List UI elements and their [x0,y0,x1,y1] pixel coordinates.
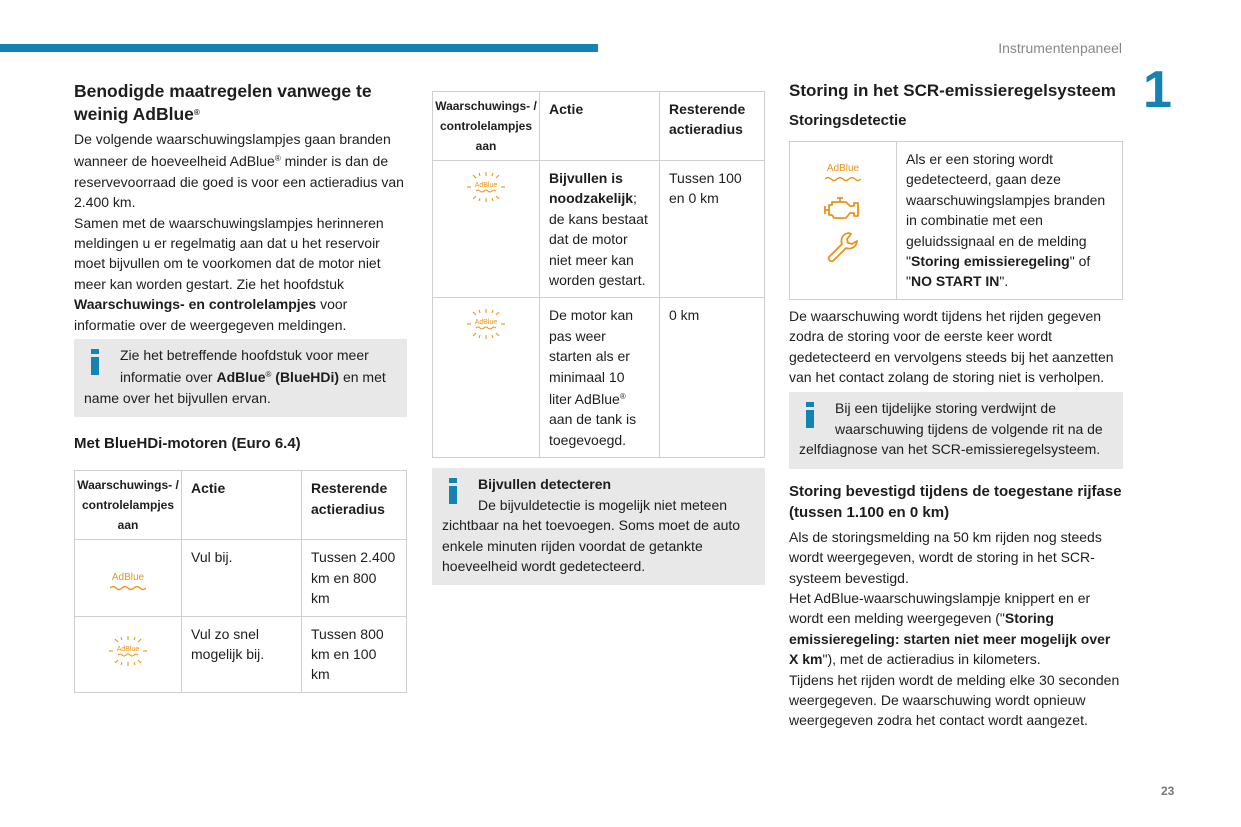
table-row [75,616,407,692]
page-number: 23 [1161,784,1175,798]
table-cell-range: Tussen 800 km en 100 km [302,616,407,692]
svg-text:AdBlue: AdBlue [474,319,498,327]
paragraph-repeat: Tijdens het rijden wordt de melding elke 30 seconden weergegeven. De waarschuwing wordt opnieuw weergegeven zodra het contact wordt aangezet. [789,671,1120,729]
column-1 [74,80,407,693]
subheading-fault-confirmed: Storing bevestigd tijdens de toegestane rijfase (tussen 1.100 en 0 km) [789,482,1122,521]
table-cell-action: Vul bij. [182,540,302,616]
warning-table-1 [74,470,407,692]
engine-icon [824,194,862,222]
table-cell-range: Tussen 100 en 0 km [660,161,765,298]
svg-text:AdBlue: AdBlue [474,182,498,189]
paragraph-blink: Het AdBlue-waarschuwingslampje knippert en er wordt een melding weergegeven ("Storing emissieregeling: starten niet meer mogelijk over X km"), met de actieradius in kilometers. [789,589,1111,668]
chapter-number: 1 [1143,61,1172,119]
heading-adblue-measures: Benodigde maatregelen vanwege te weinig AdBlue® [74,81,372,124]
paragraph-warning-when: De waarschuwing wordt tijdens het rijden gegeven zodra de storing voor de eerste keer wordt gedetecteerd en vervolgens steeds bij het aanzetten van het contact zolang de storing niet is verholpen. [789,307,1114,386]
adblue-flashing-icon [433,161,540,298]
table-header: Actie [540,92,660,161]
adblue-flashing-icon [433,298,540,458]
column-2 [432,91,765,585]
paragraph-confirmed: Als de storingsmelding na 50 km rijden nog steeds wordt weergegeven, wordt de storing in het SCR-systeem bevestigd. [789,528,1102,586]
heading-scr-fault: Storing in het SCR-emissieregelsysteem [789,81,1116,100]
wrench-icon [825,230,861,266]
adblue-flashing-icon [75,616,182,692]
info-box-refill: Bijvullen detecteren De bijvuldetectie is mogelijk niet meteen zichtbaar na het toevoegen. Soms moet de auto enkele minuten rijden voordat de getankte hoeveelheid wordt gedetecteerd. [432,468,765,585]
table-cell-range: Tussen 2.400 km en 800 km [302,540,407,616]
adblue-icon: AdBlue [75,540,182,616]
table-row [75,540,407,616]
fault-detection-box [789,141,1123,300]
table-row [433,298,765,458]
table-cell-action: De motor kan pas weer starten als er minimaal 10 liter AdBlue® aan de tank is toegevoegd. [540,298,660,458]
info-icon [88,349,110,375]
info-icon [446,478,468,504]
paragraph-1: De volgende waarschuwingslampjes gaan branden wanneer de hoeveelheid AdBlue® minder is dan de reservevoorraad die goed is voor een actieradius van 2.400 km. [74,131,404,211]
header-accent-bar [0,44,598,52]
table-header: Waarschuwings- / controlelampjes aan [75,471,182,540]
fault-detection-text: Als er een storing wordt gedetecteerd, gaan deze waarschuwingslampjes branden in combinatie met een geluidssignaal en de melding "Storing emissieregeling" of "NO START IN". [897,142,1123,300]
info-box: Zie het betreffende hoofdstuk voor meer informatie over AdBlue® (BlueHDi) en met name over het bijvullen ervan. [74,339,407,417]
table-cell-action: Bijvullen is noodzakelijk; de kans bestaat dat de motor niet meer kan worden gestart. [540,161,660,298]
table-cell-range: 0 km [660,298,765,458]
paragraph-2: Samen met de waarschuwingslampjes herinneren meldingen u er regelmatig aan dat u het reservoir moet bijvullen om te voorkomen dat de motor niet meer kan worden gestart. Zie het hoofdstuk Waarschuwings- en controlelampjes voor informatie over de weergegeven meldingen. [74,214,384,333]
section-title: Instrumentenpaneel [998,40,1122,56]
table-header: Actie [182,471,302,540]
warning-icons-cell [790,142,897,300]
info-box-temporary: Bij een tijdelijke storing verdwijnt de waarschuwing tijdens de volgende rit na de zelfdiagnose van het SCR-emissieregelsysteem. [789,392,1123,468]
column-3 [789,80,1123,731]
subheading-bluehdi: Met BlueHDi-motoren (Euro 6.4) [74,435,301,453]
table-header: Waarschuwings- / controlelampjes aan [433,92,540,161]
svg-text:AdBlue: AdBlue [116,646,140,654]
table-header: Resterende actieradius [302,471,407,540]
table-row [433,161,765,298]
table-cell-action: Vul zo snel mogelijk bij. [182,616,302,692]
table-header: Resterende actieradius [660,92,765,161]
warning-table-2 [432,91,765,458]
subheading-fault-detection: Storingsdetectie [789,112,907,129]
adblue-icon: AdBlue [799,156,887,182]
info-icon [803,402,825,428]
